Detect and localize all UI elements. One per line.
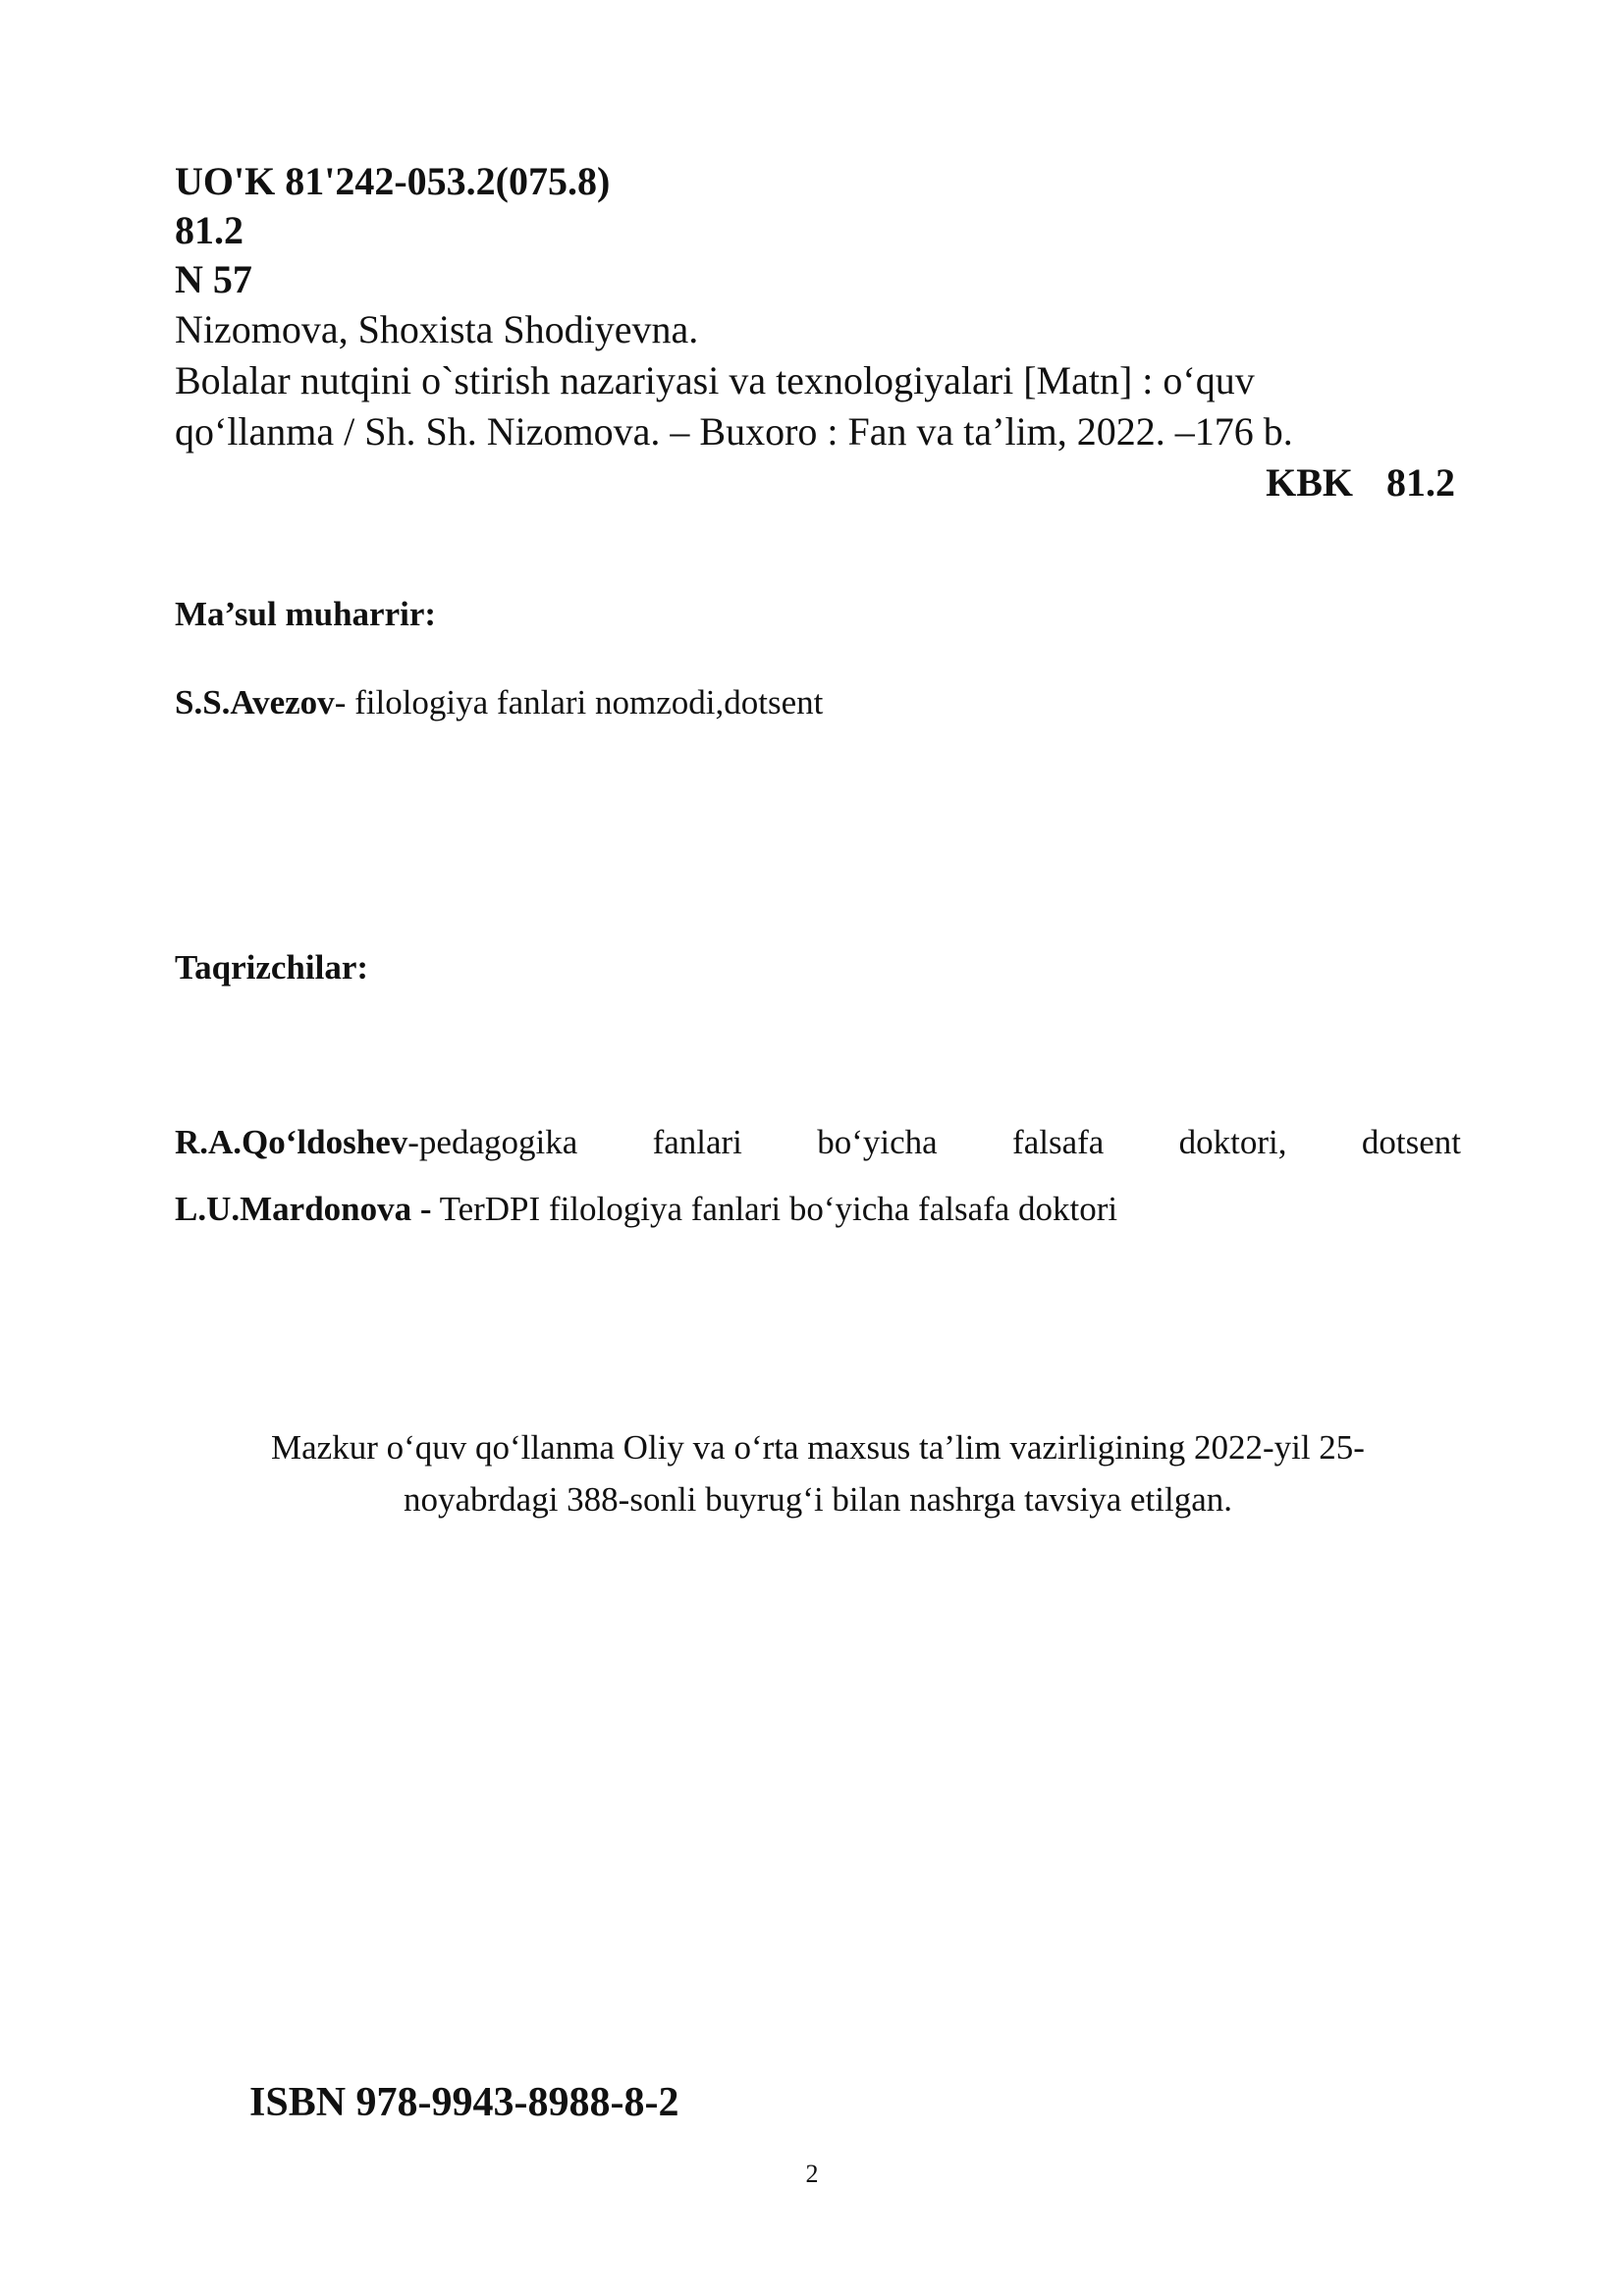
- reviewer-1-word-6: dotsent: [1361, 1123, 1461, 1161]
- description-line-2: qo‘llanma / Sh. Sh. Nizomova. – Buxoro : Fan va ta’lim, 2022. –176 b.: [175, 409, 1293, 454]
- isbn: ISBN 978-9943-8988-8-2: [249, 2080, 679, 2125]
- editor-heading: Ma’sul muharrir:: [175, 595, 437, 633]
- page-number: 2: [805, 2160, 819, 2188]
- reviewer-1-name: R.A.Qo‘ldoshev: [175, 1123, 408, 1161]
- reviewer-2-title: TerDPI filologiya fanlari bo‘yicha falsafa doktori: [431, 1190, 1118, 1228]
- editor-entry: [175, 683, 823, 722]
- reviewer-1-word-3: bo‘yicha: [817, 1123, 938, 1161]
- reviewer-1-word-2: fanlari: [652, 1123, 742, 1161]
- kbk-label: KBK: [1266, 460, 1353, 505]
- reviewers-heading: Taqrizchilar:: [175, 948, 369, 987]
- kbk-classification: [175, 457, 1461, 508]
- reviewer-1-word-5: doktori,: [1178, 1123, 1287, 1161]
- author-mark: N 57: [175, 257, 252, 301]
- editor-name: S.S.Avezov: [175, 683, 335, 721]
- editor-title: - filologiya fanlari nomzodi,dotsent: [334, 683, 824, 721]
- approval-line-1: Mazkur o‘quv qo‘llanma Oliy va o‘rta maxsus ta’lim vazirligining 2022-yil 25-: [271, 1428, 1365, 1467]
- reviewer-entry-2: [175, 1190, 1117, 1229]
- reviewer-entry-1: [175, 1123, 1461, 1162]
- bbk-index: 81.2: [175, 208, 244, 252]
- catalog-entry: [175, 157, 1461, 508]
- author-name: Nizomova, Shoxista Shodiyevna.: [175, 307, 699, 351]
- approval-line-2: noyabrdagi 388-sonli buyrug‘i bilan nashrga tavsiya etilgan.: [403, 1480, 1233, 1519]
- approval-note: [175, 1421, 1461, 1525]
- reviewer-2-name: L.U.Mardonova -: [175, 1190, 432, 1228]
- reviewer-1-word-1: -pedagogika: [407, 1123, 578, 1161]
- udk-code: UO'K 81'242-053.2(075.8): [175, 159, 611, 203]
- description-line-1: Bolalar nutqini o`stirish nazariyasi va texnologiyalari [Matn] : o‘quv: [175, 358, 1255, 402]
- reviewer-1-word-4: falsafa: [1012, 1123, 1105, 1161]
- reviewer-1-name-title: [175, 1123, 577, 1162]
- kbk-value: 81.2: [1386, 460, 1455, 505]
